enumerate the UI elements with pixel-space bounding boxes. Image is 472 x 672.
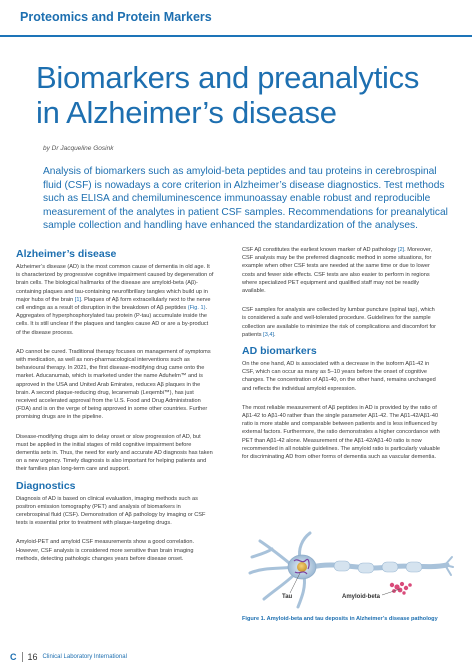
paragraph: Disease-modifying drugs aim to delay onset or slow progression of AD, but must be applied in the initial stages of mild cognitive impairment before dementia sets in. Thus, the need for early and accurate AD diagnosis has taken on a new urgency. Timely diagnosis is also important for helping patients and their families plan long-term care and support.: [16, 433, 213, 473]
paragraph: CSF samples for analysis are collected by lumbar puncture (spinal tap), which is considered a safe and well-tolerated procedure. Guidelines for the sample collection are available to minimize the risk of complications and discomfort for patients [3,4].: [242, 307, 437, 338]
right-column: [242, 246, 440, 467]
lead-paragraph: Analysis of biomarkers such as amyloid-beta peptides and tau proteins in cerebrospinal fluid (CSF) is nowadays a core criterion in Alzheimer’s disease diagnostics. Test methods such as ELISA and chemiluminescence immunoassay enable robust and reproducible measurement of the analytes in patient CSF samples. Recommendations for preanalytical sample collection and handling have enhanced the standardization of the analyses.: [43, 166, 448, 231]
figure-caption: Figure 1. Amyloid-beta and tau deposits in Alzheimer’s disease pathology: [242, 616, 438, 622]
paragraph: On the one hand, AD is associated with a decrease in the isoform Aβ1-42 in CSF, which can occur as many as 5–10 years before the onset of cognitive changes. The concentration of Aβ1-40, on the other hand, remains unchanged and reflects the individual amyloid expression.: [242, 361, 436, 392]
header-rule: [0, 35, 472, 37]
heading-alzheimers-disease: Alzheimer’s disease: [16, 248, 117, 260]
paragraph: Alzheimer’s disease (AD) is the most common cause of dementia in old age. It is characterized by progressive cognitive impairment caused by degeneration of brain cells. The biological hallmarks of the disease are amyloid-beta (Aβ)-containing plaques and tau-containing neurofibrillary tangles which build up in major hubs of the brain [1]. Plaques of Aβ form extracellularly next to the nerve cell endings as a result of disruption in the breakdown of Aβ peptides (Fig. 1). Aggregates of hyperphosphorylated tau protein (P-tau) accumulate inside the cells. It is still unclear if the plaques and tangles cause AD or are a by-product of the disease process.: [16, 264, 214, 336]
publication-name: Clinical Laboratory International: [42, 654, 127, 660]
heading-diagnostics: Diagnostics: [16, 479, 76, 492]
paragraph: Amyloid-PET and amyloid CSF measurements show a good correlation. However, CSF analysis is considered more sensitive than brain imaging methods, detecting pathologic changes years before disease onset.: [16, 539, 195, 562]
reference-link[interactable]: [1]: [74, 296, 82, 303]
left-column: [16, 246, 214, 569]
section-label: Proteomics and Protein Markers: [20, 10, 212, 24]
paragraph: CSF Aβ constitutes the earliest known marker of AD pathology [2]. Moreover, CSF analysis may be the preferred diagnostic method in some situations, for example when other CSF tests are needed at the same time or due to lower costs and fewer side effects. CSF tests are also easier to perform in regions where specialized PET equipment and qualified staff may not be readily available.: [242, 247, 433, 295]
reference-link[interactable]: [3,4]: [263, 331, 275, 338]
byline: by Dr Jacqueline Gosink: [43, 145, 114, 152]
reference-link[interactable]: [2]: [397, 247, 405, 253]
paragraph: The most reliable measurement of Aβ peptides in AD is provided by the ratio of Aβ1-42 to Aβ1-40 rather than the single parameter Aβ1-42. The Aβ1-42/Aβ1-40 ratio is more stable and comparable between patients and is less influenced by external factors. Furthermore, the ratio demonstrates a higher concordance with PET than Aβ1-42 alone. Measurement of the Aβ1-42/Aβ1-40 ratio is now recommended in all notable guidelines. The amyloid ratio is particularly valuable for discriminating AD from other forms of dementia such as vascular dementia.: [242, 404, 440, 461]
label-amyloid-beta: Amyloid-beta: [342, 594, 381, 600]
axon: [312, 565, 447, 568]
paragraph: AD cannot be cured. Traditional therapy focuses on management of symptoms with medication, as well as non-pharmacological interventions such as behavioural therapy. In 2021, the first disease-modifying drug came onto the market. Aducanumab, which is marketed under the name Aduhelm™ and is approved in the USA and United Arab Emirates, reduces Aβ plaques in the brain. A second plaque-reducing drug, lecanemab (Leqembi™), has just received accelerated approval from the U.S. Food and Drug Administration (FDA) and is on the verge of being approved in some other countries. Further promising drugs are in the pipeline.: [16, 348, 211, 421]
neuron-illustration: [242, 527, 456, 612]
page-footer: [10, 652, 127, 662]
nucleus: [297, 562, 307, 572]
footer-divider: [22, 652, 23, 662]
page-header: [0, 0, 472, 38]
article-title: [36, 60, 456, 130]
title-line-1: Biomarkers and preanalytics: [36, 60, 420, 95]
paragraph: Diagnosis of AD is based on clinical evaluation, imaging methods such as positron emission tomography (PET) and analysis of biomarkers in cerebrospinal fluid (CSF). Demonstration of Aβ pathology by imaging or CSF tests is essential prior to treatment with plaque-targeting drugs.: [16, 495, 206, 527]
publication-logo-icon: C: [10, 652, 17, 662]
page-number: 16: [27, 652, 38, 662]
label-tau: Tau: [282, 594, 293, 600]
title-line-2: in Alzheimer’s disease: [36, 95, 337, 130]
heading-ad-biomarkers: AD biomarkers: [242, 345, 317, 358]
figure-link[interactable]: (Fig. 1): [187, 305, 206, 312]
